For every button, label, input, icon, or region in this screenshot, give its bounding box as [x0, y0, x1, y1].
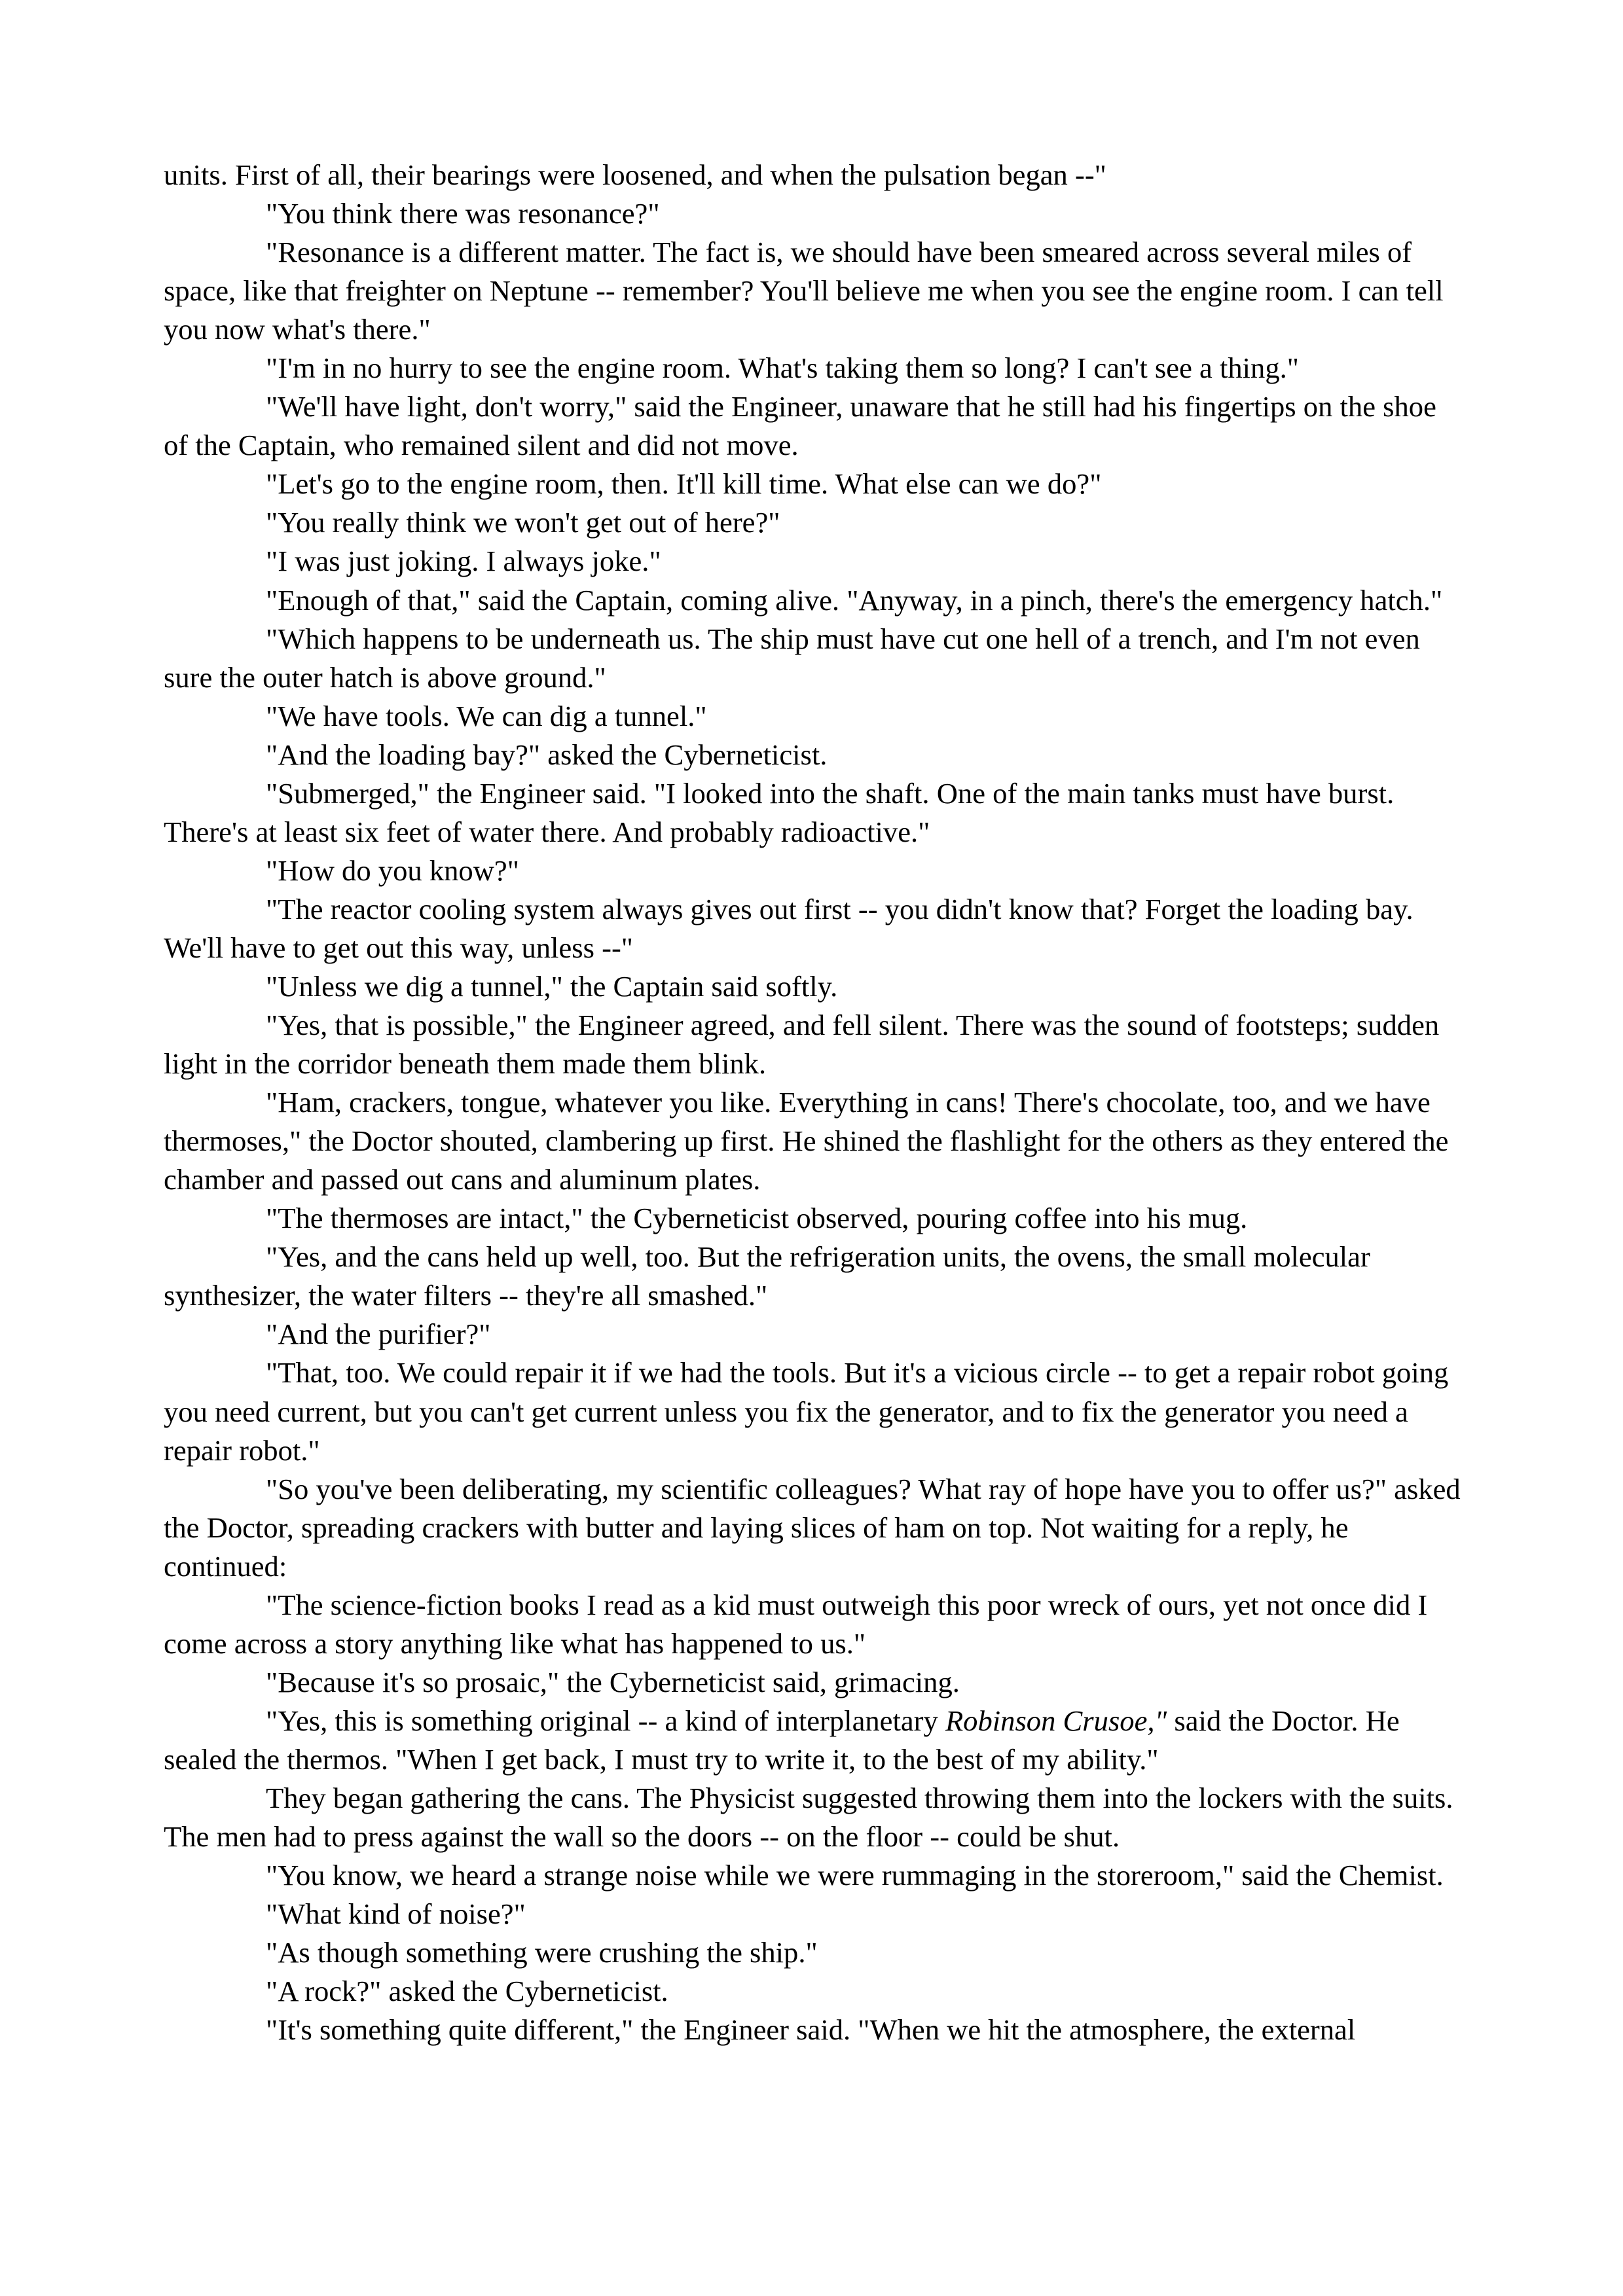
paragraph-26-after: said the Doctor. He sealed the thermos. "When I get back, I must try to write it, to the best of my ability.": [164, 1704, 1400, 1776]
paragraph-2: "You think there was resonance?": [266, 197, 660, 230]
paragraph-4: "I'm in no hurry to see the engine room. What's taking them so long? I can't see a thing.": [266, 351, 1299, 385]
paragraph-14: "How do you know?": [266, 853, 519, 887]
paragraph-26: [164, 1702, 1467, 1779]
paragraph-6: "Let's go to the engine room, then. It'll kill time. What else can we do?": [266, 467, 1102, 501]
paragraph-23: "So you've been deliberating, my scientific colleagues? What ray of hope have you to offer us?" asked the Doctor, spreading crackers with butter and laying slices of ham on top. Not waiting for a reply, he continued:: [164, 1472, 1461, 1583]
paragraph-8: "I was just joking. I always joke.": [266, 545, 661, 578]
paragraph-20: "Yes, and the cans held up well, too. But the refrigeration units, the ovens, the small molecular synthesizer, the water filters -- they're all smashed.": [164, 1240, 1370, 1312]
paragraph-29: "What kind of noise?": [266, 1897, 526, 1931]
paragraph-12: "And the loading bay?" asked the Cyberneticist.: [266, 738, 828, 771]
paragraph-5: "We'll have light, don't worry," said the Engineer, unaware that he still had his fingertips on the shoe of the Captain, who remained silent and did not move.: [164, 390, 1436, 462]
paragraph-26-before: "Yes, this is something original -- a kind of interplanetary: [266, 1704, 945, 1737]
paragraph-16: "Unless we dig a tunnel," the Captain said softly.: [266, 969, 838, 1003]
paragraph-1: units. First of all, their bearings were loosened, and when the pulsation began --": [164, 158, 1106, 191]
paragraph-27: They began gathering the cans. The Physicist suggested throwing them into the lockers with the suits. The men had to press against the wall so the doors -- on the floor -- could be shut.: [164, 1781, 1453, 1854]
paragraph-24: "The science-fiction books I read as a kid must outweigh this poor wreck of ours, yet not once did I come across a story anything like what has happened to us.": [164, 1588, 1428, 1660]
paragraph-19: "The thermoses are intact," the Cyberneticist observed, pouring coffee into his mug.: [266, 1202, 1248, 1235]
paragraph-28: "You know, we heard a strange noise while we were rummaging in the storeroom," said the Chemist.: [266, 1859, 1444, 1892]
paragraph-17: "Yes, that is possible," the Engineer agreed, and fell silent. There was the sound of footsteps; sudden light in the corridor beneath them made them blink.: [164, 1009, 1440, 1081]
paragraph-13: "Submerged," the Engineer said. "I looked into the shaft. One of the main tanks must have burst. There's at least six feet of water there. And probably radioactive.": [164, 776, 1395, 848]
page-body-text: [164, 156, 1467, 2049]
paragraph-22: "That, too. We could repair it if we had the tools. But it's a vicious circle -- to get a repair robot going you need current, but you can't get current unless you fix the generator, and to fix the generator you need a repair robot.": [164, 1356, 1449, 1467]
paragraph-31: "A rock?" asked the Cyberneticist.: [266, 1975, 668, 2008]
paragraph-30: "As though something were crushing the ship.": [266, 1936, 818, 1969]
paragraph-21: "And the purifier?": [266, 1318, 491, 1351]
paragraph-18: "Ham, crackers, tongue, whatever you like. Everything in cans! There's chocolate, too, and we have thermoses," the Doctor shouted, clambering up first. He shined the flashlight for the others as they entered the chamber and passed out cans and aluminum plates.: [164, 1086, 1449, 1196]
paragraph-10: "Which happens to be underneath us. The ship must have cut one hell of a trench, and I'm not even sure the outer hatch is above ground.": [164, 622, 1420, 694]
paragraph-15: "The reactor cooling system always gives out first -- you didn't know that? Forget the loading bay. We'll have to get out this way, unless --": [164, 892, 1413, 964]
paragraph-25: "Because it's so prosaic," the Cyberneticist said, grimacing.: [266, 1665, 960, 1698]
paragraph-9: "Enough of that," said the Captain, coming alive. "Anyway, in a pinch, there's the emergency hatch.": [266, 583, 1443, 617]
paragraph-7: "You really think we won't get out of here?": [266, 506, 780, 539]
paragraph-26-italic-title: Robinson Crusoe,": [945, 1704, 1167, 1737]
paragraph-32: "It's something quite different," the Engineer said. "When we hit the atmosphere, the external: [266, 2013, 1356, 2047]
paragraph-11: "We have tools. We can dig a tunnel.": [266, 699, 707, 732]
paragraph-3: "Resonance is a different matter. The fact is, we should have been smeared across several miles of space, like that freighter on Neptune -- remember? You'll believe me when you see the engine room. I can tell you now what's there.": [164, 236, 1444, 346]
